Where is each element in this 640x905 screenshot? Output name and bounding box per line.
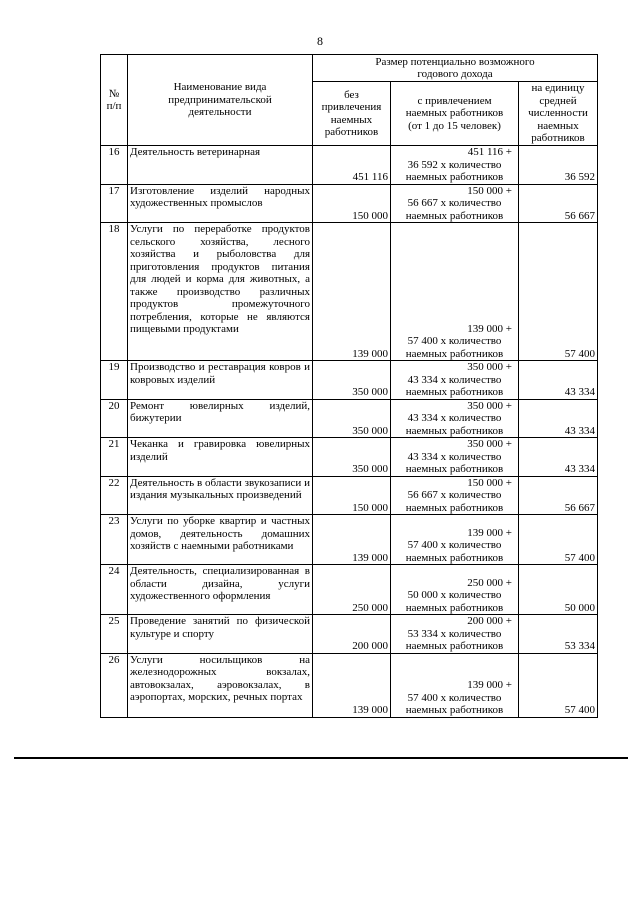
footer-divider	[14, 757, 628, 759]
income-without-employees: 350 000	[313, 438, 391, 477]
activity-name: Производство и реставрация ковров и ковровых изделий	[128, 361, 313, 400]
activity-name: Деятельность, специализированная в области дизайна, услуги художественного оформления	[128, 565, 313, 615]
activity-name: Услуги носильщиков на железнодорожных вокзалах, автовокзалах, аэровокзалах, в аэропортах, морских, речных портах	[128, 653, 313, 717]
income-formula	[391, 361, 519, 400]
formula-unit: наемных работников	[405, 424, 504, 437]
row-number: 22	[101, 476, 128, 515]
income-formula	[391, 146, 519, 185]
table-row	[101, 146, 598, 185]
formula-unit: наемных работников	[405, 386, 504, 398]
income-per-employee: 50 000	[519, 565, 598, 615]
formula-base: 350 000 +	[467, 361, 512, 373]
income-per-employee: 56 667	[519, 184, 598, 223]
income-formula	[391, 565, 519, 615]
activity-name: Услуги по переработке продуктов сельского хозяйства, лесного хозяйства и рыболовства для приготовления продуктов питания для людей и корма для животных, а также производство различных продуктов промежуточного потребления, которые не являются пищевыми продуктами	[128, 223, 313, 361]
row-number: 23	[101, 515, 128, 565]
formula-base: 250 000 +	[467, 576, 512, 589]
formula-base: 350 000 +	[467, 438, 512, 450]
formula-unit: наемных работников	[405, 347, 504, 360]
table-row	[101, 565, 598, 615]
formula-unit: наемных работников	[405, 209, 504, 222]
income-table	[100, 54, 598, 718]
income-formula	[391, 476, 519, 515]
income-without-employees: 350 000	[313, 361, 391, 400]
formula-base: 150 000 +	[467, 476, 512, 489]
formula-base: 200 000 +	[467, 615, 512, 627]
row-number: 20	[101, 399, 128, 438]
activity-name: Услуги по уборке квартир и частных домов, деятельность домашних хозяйств с наемными работниками	[128, 515, 313, 565]
formula-multiplier: 56 667 х количество	[407, 489, 502, 501]
header-with-employees: с привлечением наемных работников (от 1 до 15 человек)	[391, 82, 519, 146]
formula-multiplier: 36 592 х количество	[407, 158, 502, 171]
table-row	[101, 223, 598, 361]
formula-base: 150 000 +	[467, 184, 512, 197]
income-without-employees: 200 000	[313, 615, 391, 654]
table-body	[101, 146, 598, 718]
income-without-employees: 139 000	[313, 515, 391, 565]
income-formula	[391, 515, 519, 565]
table-row	[101, 653, 598, 717]
income-without-employees: 150 000	[313, 476, 391, 515]
formula-unit: наемных работников	[405, 704, 504, 716]
header-income-group: Размер потенциально возможного годового дохода	[313, 55, 598, 82]
table-row	[101, 515, 598, 565]
row-number: 19	[101, 361, 128, 400]
activity-name: Деятельность в области звукозаписи и издания музыкальных произведений	[128, 476, 313, 515]
activity-name: Изготовление изделий народных художественных промыслов	[128, 184, 313, 223]
table-row	[101, 476, 598, 515]
page-number: 8	[317, 34, 323, 48]
formula-base: 350 000 +	[467, 399, 512, 412]
formula-base: 139 000 +	[467, 679, 512, 691]
formula-multiplier: 56 667 х количество	[407, 197, 502, 209]
row-number: 16	[101, 146, 128, 185]
header-activity-name: Наименование вида предпринимательской деятельности	[128, 55, 313, 146]
formula-unit: наемных работников	[405, 463, 504, 475]
income-formula	[391, 615, 519, 654]
formula-base: 139 000 +	[467, 526, 512, 539]
formula-base: 139 000 +	[467, 322, 512, 335]
income-formula	[391, 223, 519, 361]
income-per-employee: 43 334	[519, 361, 598, 400]
income-formula	[391, 399, 519, 438]
row-number: 24	[101, 565, 128, 615]
formula-multiplier: 57 400 х количество	[407, 335, 502, 347]
table-row	[101, 184, 598, 223]
income-without-employees: 350 000	[313, 399, 391, 438]
table-row	[101, 438, 598, 477]
row-number: 17	[101, 184, 128, 223]
formula-multiplier: 50 000 х количество	[407, 589, 502, 601]
income-per-employee: 57 400	[519, 653, 598, 717]
formula-multiplier: 57 400 х количество	[407, 691, 502, 704]
header-per-employee: на единицу средней численности наемных работников	[519, 82, 598, 146]
formula-multiplier: 43 334 х количество	[407, 450, 502, 463]
formula-unit: наемных работников	[405, 601, 504, 614]
row-number: 26	[101, 653, 128, 717]
income-per-employee: 57 400	[519, 223, 598, 361]
row-number: 25	[101, 615, 128, 654]
income-per-employee: 57 400	[519, 515, 598, 565]
income-per-employee: 53 334	[519, 615, 598, 654]
table-header	[101, 55, 598, 146]
activity-name: Проведение занятий по физической культуре и спорту	[128, 615, 313, 654]
income-without-employees: 139 000	[313, 653, 391, 717]
formula-multiplier: 43 334 х количество	[407, 412, 502, 424]
income-per-employee: 43 334	[519, 399, 598, 438]
income-per-employee: 36 592	[519, 146, 598, 185]
income-without-employees: 150 000	[313, 184, 391, 223]
income-without-employees: 139 000	[313, 223, 391, 361]
formula-base: 451 116 +	[467, 146, 512, 158]
formula-multiplier: 57 400 х количество	[407, 539, 502, 551]
table-row	[101, 361, 598, 400]
formula-unit: наемных работников	[405, 640, 504, 652]
formula-multiplier: 53 334 х количество	[407, 627, 502, 640]
header-without-employees: без привлечения наемных работников	[313, 82, 391, 146]
income-formula	[391, 184, 519, 223]
income-formula	[391, 653, 519, 717]
table-row	[101, 615, 598, 654]
formula-multiplier: 43 334 х количество	[407, 373, 502, 386]
formula-unit: наемных работников	[405, 551, 504, 564]
formula-unit: наемных работников	[405, 171, 504, 183]
income-without-employees: 250 000	[313, 565, 391, 615]
header-number: № п/п	[101, 55, 128, 146]
row-number: 21	[101, 438, 128, 477]
row-number: 18	[101, 223, 128, 361]
table-row	[101, 399, 598, 438]
income-per-employee: 43 334	[519, 438, 598, 477]
activity-name: Деятельность ветеринарная	[128, 146, 313, 185]
income-per-employee: 56 667	[519, 476, 598, 515]
income-without-employees: 451 116	[313, 146, 391, 185]
activity-name: Ремонт ювелирных изделий, бижутерии	[128, 399, 313, 438]
income-formula	[391, 438, 519, 477]
formula-unit: наемных работников	[405, 501, 504, 514]
activity-name: Чеканка и гравировка ювелирных изделий	[128, 438, 313, 477]
